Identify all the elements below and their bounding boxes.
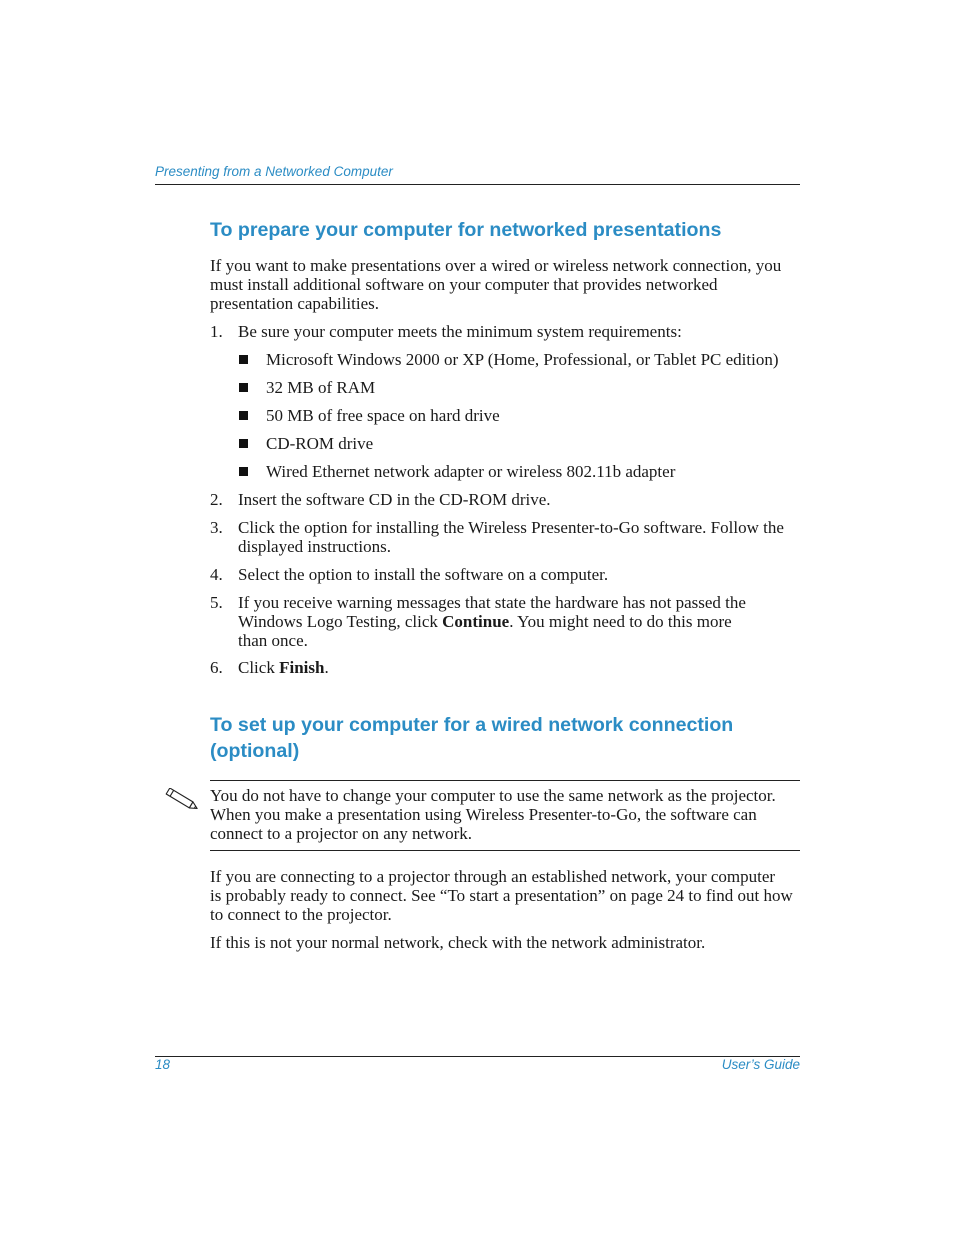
bold-term-continue: Continue (442, 612, 510, 631)
intro-paragraph (210, 256, 781, 313)
paragraph-network-admin (210, 933, 705, 952)
text-line: When you make a presentation using Wireless Presenter-to-Go, the software can (210, 805, 757, 824)
step-6 (210, 658, 329, 677)
text-line: Select the option to install the software on a computer. (238, 565, 609, 584)
heading-line: To set up your computer for a wired network connection (210, 714, 734, 736)
step-number: 3. (210, 518, 223, 537)
heading-line: (optional) (210, 740, 300, 762)
bullet-square (239, 355, 248, 364)
text-segment: Click (238, 658, 280, 677)
step-5 (210, 593, 746, 650)
section-heading-wired (210, 712, 733, 764)
requirement-item (238, 378, 375, 397)
step-number: 4. (210, 565, 223, 584)
step-text (238, 518, 784, 556)
requirement-item (238, 406, 500, 425)
step-text (238, 565, 608, 584)
text-line: If you are connecting to a projector through an established network, your computer (210, 867, 776, 886)
text-segment: Windows Logo Testing, click (238, 612, 443, 631)
note-text (210, 786, 776, 843)
step-number: 2. (210, 490, 223, 509)
step-text (238, 322, 682, 341)
bullet-square (239, 467, 248, 476)
requirement-item (238, 434, 373, 453)
step-2 (210, 490, 551, 509)
step-1 (210, 322, 682, 341)
text-line: must install additional software on your computer that provides networked (210, 275, 718, 294)
step-number: 1. (210, 322, 223, 341)
text-line: presentation capabilities. (210, 294, 379, 313)
text-line: displayed instructions. (238, 537, 391, 556)
step-4 (210, 565, 608, 584)
text-segment: . (324, 658, 329, 677)
bullet-square (239, 383, 248, 392)
footer-rule (155, 1056, 800, 1057)
running-header: Presenting from a Networked Computer (155, 164, 393, 179)
text-line (238, 658, 329, 677)
bullet-square (239, 439, 248, 448)
page-number: 18 (155, 1057, 171, 1072)
text-line: is probably ready to connect. See “To start a presentation” on page 24 to find out how (210, 886, 793, 905)
step-text (238, 658, 329, 677)
requirement-text: CD-ROM drive (266, 434, 374, 453)
requirement-text: 32 MB of RAM (266, 378, 376, 397)
step-number: 5. (210, 593, 223, 612)
text-line: Insert the software CD in the CD-ROM drive. (238, 490, 551, 509)
text-line: If you receive warning messages that state the hardware has not passed the (238, 593, 746, 612)
text-line: Click the option for installing the Wireless Presenter-to-Go software. Follow the (238, 518, 784, 537)
text-line: If this is not your normal network, check with the network administrator. (210, 933, 706, 952)
bullet-square (239, 411, 248, 420)
step-3 (210, 518, 784, 556)
text-line: You do not have to change your computer to use the same network as the projector. (210, 786, 776, 805)
requirement-text: Wired Ethernet network adapter or wireless 802.11b adapter (266, 462, 676, 481)
text-segment: . You might need to do this more (509, 612, 732, 631)
note-bottom-rule (210, 850, 800, 851)
text-line (238, 612, 746, 631)
paragraph-established-network (210, 867, 793, 924)
bold-term-finish: Finish (279, 658, 325, 677)
step-text (238, 490, 551, 509)
step-number: 6. (210, 658, 223, 677)
section-heading-prepare: To prepare your computer for networked presentations (210, 219, 722, 241)
requirement-text: 50 MB of free space on hard drive (266, 406, 500, 425)
pencil-icon (165, 788, 203, 814)
note-top-rule (210, 780, 800, 781)
text-line: connect to a projector on any network. (210, 824, 472, 843)
requirement-item (238, 462, 675, 481)
text-line: than once. (238, 631, 308, 650)
text-line: If you want to make presentations over a wired or wireless network connection, you (210, 256, 782, 275)
requirement-text: Microsoft Windows 2000 or XP (Home, Professional, or Tablet PC edition) (266, 350, 779, 369)
text-line: to connect to the projector. (210, 905, 392, 924)
text-line: Be sure your computer meets the minimum system requirements: (238, 322, 682, 341)
step-text (238, 593, 746, 650)
requirement-item (238, 350, 779, 369)
footer-title: User’s Guide (721, 1057, 800, 1072)
header-rule (155, 184, 800, 185)
